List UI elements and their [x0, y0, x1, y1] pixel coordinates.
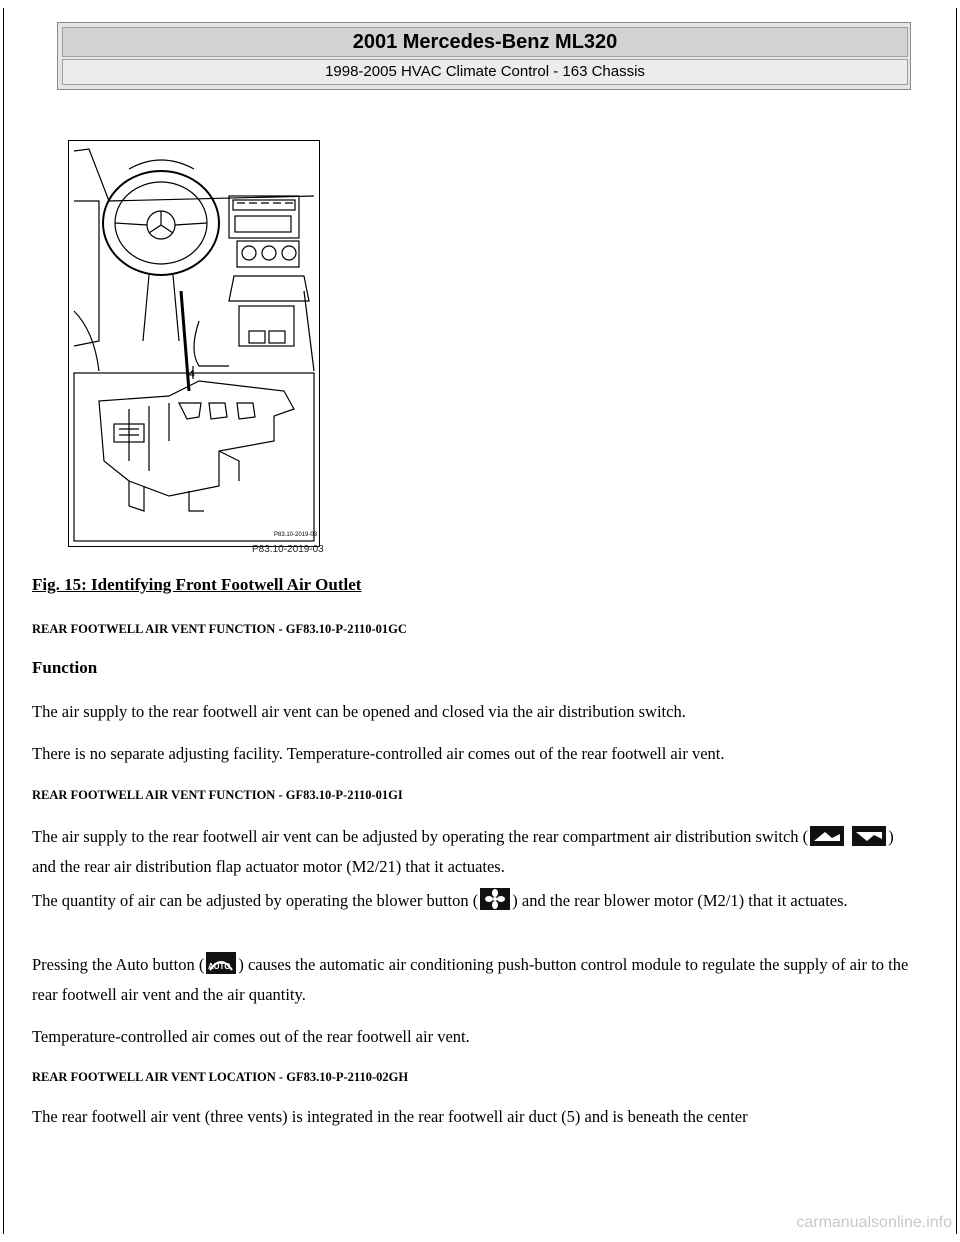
figure-caption: Fig. 15: Identifying Front Footwell Air Outlet — [32, 575, 362, 594]
figure-small-code: P83.10-2019-03 — [274, 532, 318, 538]
watermark: carmanualsonline.info — [796, 1214, 952, 1231]
figure-code: P83.10-2019-03 — [252, 544, 324, 555]
paragraph-01gi-2 — [32, 886, 912, 916]
auto-button-icon — [206, 952, 236, 974]
paragraph-01gi-3-post: ) causes the automatic air conditioning push-button control module to regulate the supply of air to the rear footwell air vent and the air quantity. — [32, 955, 909, 1004]
blower-fan-icon — [480, 888, 510, 910]
paragraph-01gc-2: There is no separate adjusting facility. Temperature-controlled air comes out of the rear footwell air vent. — [32, 744, 725, 763]
figure-dashboard-illustration — [68, 140, 320, 547]
section-heading-01gc: REAR FOOTWELL AIR VENT FUNCTION - GF83.10-P-2110-01GC — [32, 622, 407, 636]
paragraph-01gc-1: The air supply to the rear footwell air vent can be opened and closed via the air distribution switch. — [32, 702, 686, 721]
function-heading: Function — [32, 658, 98, 677]
air-distribution-up-icon — [810, 826, 844, 846]
document-title: 2001 Mercedes-Benz ML320 — [62, 27, 908, 57]
paragraph-01gi-1-pre: The air supply to the rear footwell air vent can be adjusted by operating the rear compartment air distribution switch ( — [32, 827, 809, 846]
document-header — [57, 22, 911, 90]
callout-label: 4 — [189, 369, 195, 380]
paragraph-01gi-3-pre: Pressing the Auto button ( — [32, 955, 205, 974]
paragraph-02gh-1: The rear footwell air vent (three vents) is integrated in the rear footwell air duct (5) and is beneath the center — [32, 1107, 748, 1126]
section-heading-02gh: REAR FOOTWELL AIR VENT LOCATION - GF83.10-P-2110-02GH — [32, 1070, 409, 1084]
paragraph-01gi-2-pre: The quantity of air can be adjusted by operating the blower button ( — [32, 891, 479, 910]
paragraph-01gi-4: Temperature-controlled air comes out of the rear footwell air vent. — [32, 1027, 470, 1046]
document-subtitle: 1998-2005 HVAC Climate Control - 163 Chassis — [62, 59, 908, 85]
auto-icon-label: AUTO — [208, 962, 231, 971]
dashboard-drawing — [69, 141, 319, 546]
paragraph-01gi-1-post: ) and the rear air distribution flap actuator motor (M2/21) that it actuates. — [32, 827, 894, 876]
paragraph-01gi-3 — [32, 950, 912, 1010]
section-heading-01gi: REAR FOOTWELL AIR VENT FUNCTION - GF83.10-P-2110-01GI — [32, 788, 403, 802]
paragraph-01gi-2-post: ) and the rear blower motor (M2/1) that it actuates. — [512, 891, 848, 910]
paragraph-01gi-1 — [32, 822, 912, 882]
air-distribution-down-icon — [852, 826, 886, 846]
